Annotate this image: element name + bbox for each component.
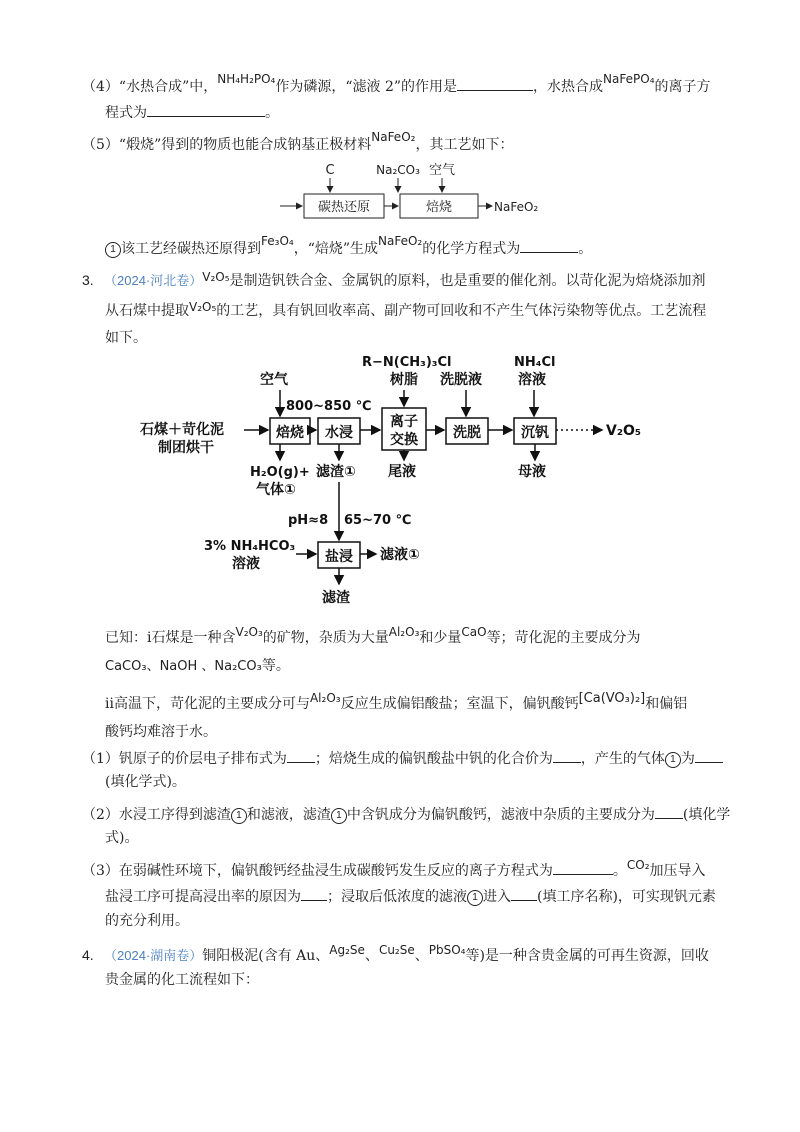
sq2-b: 和滤液，滤渣 bbox=[246, 807, 331, 823]
q4-text-pre: （4）“水热合成”中， bbox=[82, 79, 218, 95]
p3-text2b: 的工艺，具有钒回收率高、副产物可回收和不产生气体污染物等优点。工艺流程 bbox=[216, 303, 707, 319]
flow-nh4hco3-1: 3% NH₄HCO₃ bbox=[204, 539, 296, 554]
flow-box-ion-label-2: 交换 bbox=[390, 432, 418, 448]
q5-text-pre: （5）“煅烧”得到的物质也能合成钠基正极材料 bbox=[82, 137, 372, 153]
q5-sub1-post: 的化学方程式为 bbox=[422, 241, 521, 257]
p3-source-tag: （2024·河北卷） bbox=[104, 273, 203, 288]
sq1-line2: (填化学式)。 bbox=[105, 774, 186, 790]
q4-blank-2[interactable] bbox=[147, 102, 265, 117]
flow-nh4cl-1: NH₄Cl bbox=[514, 355, 556, 370]
p4-number: 4. bbox=[82, 947, 94, 963]
flow-eluent: 洗脱液 bbox=[440, 372, 482, 388]
p4-sep2: 、 bbox=[414, 948, 429, 964]
flow-gas-1: H₂O(g)+ bbox=[250, 465, 310, 480]
q5-formula-nafeo2: NaFeO₂ bbox=[371, 130, 416, 144]
sq2-d: (填化学 bbox=[682, 807, 731, 823]
flow-box-precip-label: 沉钒 bbox=[521, 425, 549, 441]
p3-line1 bbox=[82, 270, 706, 291]
sq3-line3 bbox=[105, 911, 189, 931]
known-ii-line2 bbox=[105, 722, 217, 742]
known-formula-v2o3: V₂O₃ bbox=[235, 625, 263, 639]
q4-formula-nh4h2po4: NH₄H₂PO₄ bbox=[217, 72, 276, 86]
sq3-line2d: (填工序名称)，可实现钒元素 bbox=[537, 889, 716, 905]
q4-blank-1[interactable] bbox=[457, 76, 533, 91]
known-ii-post: 和偏铝 bbox=[645, 696, 688, 712]
q5-line1 bbox=[82, 130, 514, 155]
p4-line2: 贵金属的化工流程如下： bbox=[105, 972, 259, 988]
sq3-line2b: ；浸取后低浓度的滤液 bbox=[327, 889, 467, 905]
flow-box-roast-label: 焙烧 bbox=[276, 425, 304, 441]
sq3-formula-co2: CO₂ bbox=[626, 858, 650, 872]
p3-formula-v2o5-2: V₂O₅ bbox=[189, 300, 217, 314]
flow-filtrate-1: 滤液① bbox=[380, 547, 420, 563]
p4-b: 等)是一种含贵金属的可再生资源，回收 bbox=[465, 948, 709, 964]
flow-nh4cl-2: 溶液 bbox=[518, 372, 546, 388]
p3-text2a: 从石煤中提取 bbox=[105, 303, 189, 319]
known-ii-line1 bbox=[105, 691, 688, 715]
known-mid2: 和少量 bbox=[419, 630, 462, 646]
q4-text-post: 的离子方 bbox=[654, 79, 711, 95]
q5-text-post: ，其工艺如下： bbox=[415, 137, 514, 153]
p4-sep1: 、 bbox=[364, 948, 379, 964]
flow-gas-2: 气体① bbox=[256, 482, 296, 498]
sq1-circ: 1 bbox=[665, 752, 681, 768]
sq2-circ-1: 1 bbox=[231, 808, 247, 824]
p4-formula-pbso4: PbSO₄ bbox=[428, 943, 466, 957]
sq1-line1 bbox=[82, 748, 723, 769]
known-formula-cavo3: [Ca(VO₃)₂] bbox=[578, 691, 646, 706]
p4-formula-cu2se: Cu₂Se bbox=[378, 943, 415, 957]
sq2-c: 中含钒成分为偏钒酸钙，滤液中杂质的主要成分为 bbox=[346, 807, 655, 823]
p3-text3: 如下。 bbox=[105, 330, 147, 346]
known-ii-pre: ⅱ高温下，苛化泥的主要成分可与 bbox=[105, 696, 310, 712]
sq2-line2 bbox=[105, 828, 138, 848]
q4-line1 bbox=[82, 72, 711, 97]
flow-box-elute-label: 洗脱 bbox=[453, 425, 481, 441]
flow-raw-2: 制团烘干 bbox=[158, 440, 214, 456]
flow-temp2: 65~70 ℃ bbox=[344, 513, 412, 528]
sq2-blank-1[interactable] bbox=[655, 804, 683, 819]
p3-line2 bbox=[105, 301, 706, 321]
sq3-blank-3[interactable] bbox=[511, 886, 537, 901]
q4-text-mid: 作为磷源，“滤液 2”的作用是 bbox=[275, 79, 458, 95]
known-line2-post: 等。 bbox=[261, 658, 290, 674]
flow-box-ion-label-1: 离子 bbox=[390, 414, 418, 430]
sq1-d: 为 bbox=[680, 751, 695, 767]
sq3-line2c: 进入 bbox=[483, 889, 511, 905]
known-line2 bbox=[105, 656, 290, 677]
flow-box-leach-label: 水浸 bbox=[325, 425, 353, 441]
known-ii-mid: 反应生成偏铝酸盐；室温下，偏钒酸钙 bbox=[340, 696, 579, 712]
sq1-line2 bbox=[105, 772, 186, 792]
known-formula-list: CaCO₃、NaOH 、Na₂CO₃ bbox=[105, 659, 262, 674]
flow-ph: pH≈8 bbox=[288, 513, 329, 528]
flow-resin-2: 树脂 bbox=[390, 372, 418, 388]
sq2-line2: 式)。 bbox=[105, 830, 139, 846]
q5-flow-input-c: C bbox=[325, 163, 335, 178]
known-mid: 的矿物，杂质为大量 bbox=[262, 630, 389, 646]
p3-formula-v2o5: V₂O₅ bbox=[202, 270, 230, 284]
flow-air: 空气 bbox=[260, 372, 288, 388]
flow-residue-1: 滤渣① bbox=[316, 464, 356, 480]
q5-flow-input-air: 空气 bbox=[428, 163, 456, 178]
sq3-b: 加压导入 bbox=[649, 863, 706, 879]
p3-number: 3. bbox=[82, 272, 94, 288]
sq3-blank-1[interactable] bbox=[553, 860, 613, 875]
sq1-blank-2[interactable] bbox=[553, 748, 581, 763]
sq3-line2a: 盐浸工序可提高浸出率的原因为 bbox=[105, 889, 301, 905]
sq1-a: （1）钒原子的价层电子排布式为 bbox=[82, 751, 287, 767]
sq2-a: （2）水浸工序得到滤渣 bbox=[82, 807, 231, 823]
sq1-c: ，产生的气体 bbox=[580, 751, 665, 767]
q5-flow-diagram bbox=[280, 160, 560, 220]
sq3-line2 bbox=[105, 886, 716, 907]
p3-text1: 是制造钒铁合金、金属钒的原料，也是重要的催化剂。以苛化泥为焙烧添加剂 bbox=[229, 273, 706, 289]
sq1-b: ；焙烧生成的偏钒酸盐中钒的化合价为 bbox=[314, 751, 553, 767]
sq3-blank-2[interactable] bbox=[301, 886, 327, 901]
sq3-a: （3）在弱碱性环境下，偏钒酸钙经盐浸生成碳酸钙发生反应的离子方程式为 bbox=[82, 863, 553, 879]
flow-resin-1: R−N(CH₃)₃Cl bbox=[362, 355, 452, 370]
known-formula-cao: CaO bbox=[461, 625, 487, 639]
sq3-line1: （3）在弱碱性环境下，偏钒酸钙经盐浸生成碳酸钙发生反应的离子方程式为 。CO₂加压导入 bbox=[82, 858, 706, 879]
q5-blank-1[interactable] bbox=[520, 238, 578, 253]
q4-line2: 程式为 。 bbox=[105, 102, 279, 123]
sq1-blank-3[interactable] bbox=[695, 748, 723, 763]
q5-flow-box2-label: 焙烧 bbox=[425, 200, 453, 215]
p4-source-tag: （2024·湖南卷） bbox=[104, 948, 203, 963]
q5-flow-input-na2co3: Na₂CO₃ bbox=[376, 163, 420, 177]
p4-a: 铜阳极泥(含有 Au、 bbox=[202, 948, 330, 964]
known-ii-line2: 酸钙均难溶于水。 bbox=[105, 724, 217, 740]
known-line1 bbox=[105, 625, 641, 648]
sq1-blank-1[interactable] bbox=[287, 748, 315, 763]
p3-line3 bbox=[105, 328, 147, 348]
q5-formula-nafeo2-2: NaFeO₂ bbox=[378, 234, 423, 248]
known-post: 等；苛化泥的主要成分为 bbox=[486, 630, 641, 646]
flow-mother-liquor: 母液 bbox=[518, 464, 546, 480]
q5-sub1-pre: 该工艺经碳热还原得到 bbox=[121, 241, 261, 257]
q5-formula-fe3o4: Fe₃O₄ bbox=[261, 234, 294, 248]
flow-nh4hco3-2: 溶液 bbox=[232, 556, 260, 572]
p3-flowchart bbox=[140, 352, 700, 610]
known-pre: 已知：ⅰ石煤是一种含 bbox=[105, 630, 236, 646]
flow-box-salt-label: 盐浸 bbox=[325, 549, 353, 565]
flow-raw-1: 石煤＋苛化泥 bbox=[140, 422, 224, 438]
q5-sub1-mid: ，“焙烧”生成 bbox=[293, 241, 379, 257]
known-formula-al2o3-2: Al₂O₃ bbox=[309, 691, 341, 705]
flow-slag: 滤渣 bbox=[322, 590, 350, 606]
q4-text-line2: 程式为 bbox=[105, 105, 147, 121]
q5-flow-box1-label: 碳热还原 bbox=[317, 200, 371, 215]
known-formula-al2o3: Al₂O₃ bbox=[388, 625, 420, 639]
sq2-line1 bbox=[82, 804, 730, 825]
p4-formula-ag2se: Ag₂Se bbox=[329, 943, 365, 957]
flow-temp: 800~850 ℃ bbox=[286, 399, 372, 414]
flow-tail-liquid: 尾液 bbox=[388, 464, 416, 480]
sq3-circ: 1 bbox=[467, 890, 483, 906]
q5-sub1: 1 该工艺经碳热还原得到Fe₃O₄，“焙烧”生成NaFeO₂的化学方程式为 。 bbox=[105, 238, 592, 259]
sq2-circ-2: 1 bbox=[331, 808, 347, 824]
p4-line2 bbox=[105, 970, 259, 990]
q5-sub1-number: 1 bbox=[105, 242, 121, 258]
q5-flow-output: NaFeO₂ bbox=[494, 200, 539, 214]
q4-text-mid2: ，水热合成 bbox=[533, 79, 604, 95]
p4-line1 bbox=[82, 945, 709, 966]
flow-product: V₂O₅ bbox=[606, 423, 641, 439]
sq3-line3: 的充分利用。 bbox=[105, 913, 189, 929]
q4-formula-nafepo4: NaFePO₄ bbox=[603, 72, 655, 86]
